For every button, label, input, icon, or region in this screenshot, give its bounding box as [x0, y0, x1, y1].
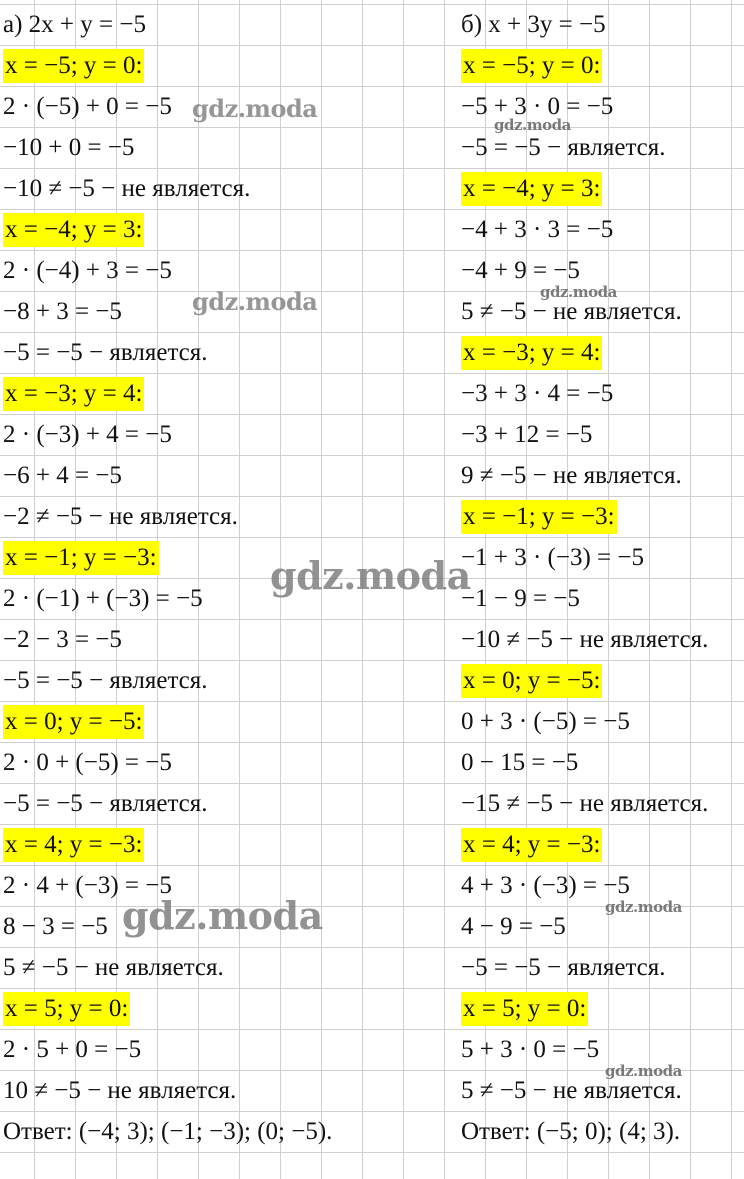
line-text: 4 − 9 = −5 [461, 913, 566, 940]
answer-line [3, 1111, 332, 1152]
point-heading [461, 660, 602, 701]
solution-line [461, 414, 592, 455]
solution-line [3, 947, 224, 988]
point-heading [461, 45, 602, 86]
line-text: −8 + 3 = −5 [3, 298, 122, 325]
line-text: 5 ≠ −5 − не является. [461, 298, 682, 325]
line-text: 10 ≠ −5 − не является. [3, 1077, 237, 1104]
solution-line [461, 701, 630, 742]
solution-line [461, 783, 708, 824]
highlighted-point: x = 4; y = −3: [461, 828, 602, 862]
line-text: 2 · 4 + (−3) = −5 [3, 872, 172, 899]
highlighted-point: x = 0; y = −5: [3, 705, 144, 739]
line-text: −5 + 3 · 0 = −5 [461, 93, 614, 120]
highlighted-point: x = −4; y = 3: [3, 213, 144, 247]
solution-line [461, 947, 666, 988]
highlighted-point: x = −3; y = 4: [461, 336, 602, 370]
solution-line [3, 332, 208, 373]
solution-line [461, 578, 580, 619]
line-text: −10 ≠ −5 − не является. [461, 626, 709, 653]
solution-line [3, 168, 250, 209]
solution-line [3, 496, 238, 537]
line-text: Ответ: (−4; 3); (−1; −3); (0; −5). [3, 1118, 333, 1145]
point-heading [3, 373, 144, 414]
line-text: −5 = −5 − является. [461, 134, 666, 161]
line-text: −3 + 12 = −5 [461, 421, 593, 448]
highlighted-point: x = 0; y = −5: [461, 664, 602, 698]
solution-line [461, 906, 566, 947]
solution-line [3, 660, 208, 701]
watermark: gdz.moda [270, 553, 471, 598]
line-text: 2 · (−3) + 4 = −5 [3, 421, 172, 448]
point-heading [3, 209, 144, 250]
watermark: gdz.moda [192, 287, 318, 316]
line-text: −2 ≠ −5 − не является. [3, 503, 238, 530]
line-text: −2 − 3 = −5 [3, 626, 122, 653]
solution-line [3, 455, 122, 496]
line-text: 2 · (−4) + 3 = −5 [3, 257, 172, 284]
highlighted-point: x = 5; y = 0: [461, 992, 588, 1026]
line-text: 5 + 3 · 0 = −5 [461, 1036, 600, 1063]
solution-line [3, 414, 172, 455]
point-heading [461, 168, 602, 209]
line-text: 9 ≠ −5 − не является. [461, 462, 682, 489]
solution-line [461, 742, 578, 783]
solution-line [3, 250, 172, 291]
task-equation [461, 4, 606, 45]
line-text: −5 = −5 − является. [3, 339, 208, 366]
point-heading [461, 988, 588, 1029]
line-text: 0 − 15 = −5 [461, 749, 579, 776]
solution-line [461, 1029, 599, 1070]
line-text: −3 + 3 · 4 = −5 [461, 380, 614, 407]
point-heading [3, 988, 130, 1029]
watermark: gdz.moda [122, 893, 323, 938]
point-heading [3, 537, 159, 578]
solution-line [3, 1029, 141, 1070]
solution-line [461, 373, 613, 414]
solution-line [3, 86, 172, 127]
solution-line [3, 783, 208, 824]
line-text: 5 ≠ −5 − не является. [461, 1077, 682, 1104]
line-text: а) 2x + y = −5 [3, 11, 146, 38]
highlighted-point: x = 5; y = 0: [3, 992, 130, 1026]
point-heading [3, 701, 144, 742]
line-text: 2 · (−5) + 0 = −5 [3, 93, 172, 120]
line-text: 5 ≠ −5 − не является. [3, 954, 224, 981]
line-text: −1 − 9 = −5 [461, 585, 580, 612]
line-text: Ответ: (−5; 0); (4; 3). [461, 1118, 681, 1145]
highlighted-point: x = −1; y = −3: [461, 500, 617, 534]
task-equation [3, 4, 146, 45]
line-text: −10 ≠ −5 − не является. [3, 175, 251, 202]
point-heading [3, 45, 144, 86]
line-text: −4 + 3 · 3 = −5 [461, 216, 614, 243]
solution-line [3, 619, 122, 660]
highlighted-point: x = −4; y = 3: [461, 172, 602, 206]
solution-line [3, 127, 134, 168]
solution-line [3, 578, 203, 619]
solution-line [3, 1070, 236, 1111]
watermark: gdz.moda [605, 1062, 682, 1080]
line-text: −1 + 3 · (−3) = −5 [461, 544, 644, 571]
point-heading [461, 824, 602, 865]
solution-line [3, 742, 172, 783]
highlighted-point: x = −3; y = 4: [3, 377, 144, 411]
line-text: −4 + 9 = −5 [461, 257, 580, 284]
line-text: 0 + 3 · (−5) = −5 [461, 708, 630, 735]
line-text: −10 + 0 = −5 [3, 134, 135, 161]
line-text: 2 · (−1) + (−3) = −5 [3, 585, 203, 612]
line-text: 2 · 0 + (−5) = −5 [3, 749, 172, 776]
solution-line [461, 537, 644, 578]
point-heading [461, 496, 617, 537]
solution-line [3, 291, 122, 332]
watermark: gdz.moda [494, 116, 571, 134]
watermark: gdz.moda [540, 283, 617, 301]
solution-line [461, 209, 613, 250]
answer-line [461, 1111, 680, 1152]
highlighted-point: x = −1; y = −3: [3, 541, 159, 575]
point-heading [461, 332, 602, 373]
line-text: 4 + 3 · (−3) = −5 [461, 872, 630, 899]
highlighted-point: x = 4; y = −3: [3, 828, 144, 862]
solution-line [3, 906, 108, 947]
line-text: −5 = −5 − является. [3, 667, 208, 694]
line-text: −5 = −5 − является. [3, 790, 208, 817]
line-text: −15 ≠ −5 − не является. [461, 790, 709, 817]
watermark: gdz.moda [605, 898, 682, 916]
solution-line [461, 455, 682, 496]
line-text: 2 · 5 + 0 = −5 [3, 1036, 142, 1063]
line-text: 8 − 3 = −5 [3, 913, 108, 940]
highlighted-point: x = −5; y = 0: [461, 49, 602, 83]
solution-line [461, 619, 708, 660]
point-heading [3, 824, 144, 865]
highlighted-point: x = −5; y = 0: [3, 49, 144, 83]
line-text: −6 + 4 = −5 [3, 462, 122, 489]
line-text: −5 = −5 − является. [461, 954, 666, 981]
line-text: б) x + 3y = −5 [461, 11, 606, 38]
watermark: gdz.moda [192, 94, 318, 123]
